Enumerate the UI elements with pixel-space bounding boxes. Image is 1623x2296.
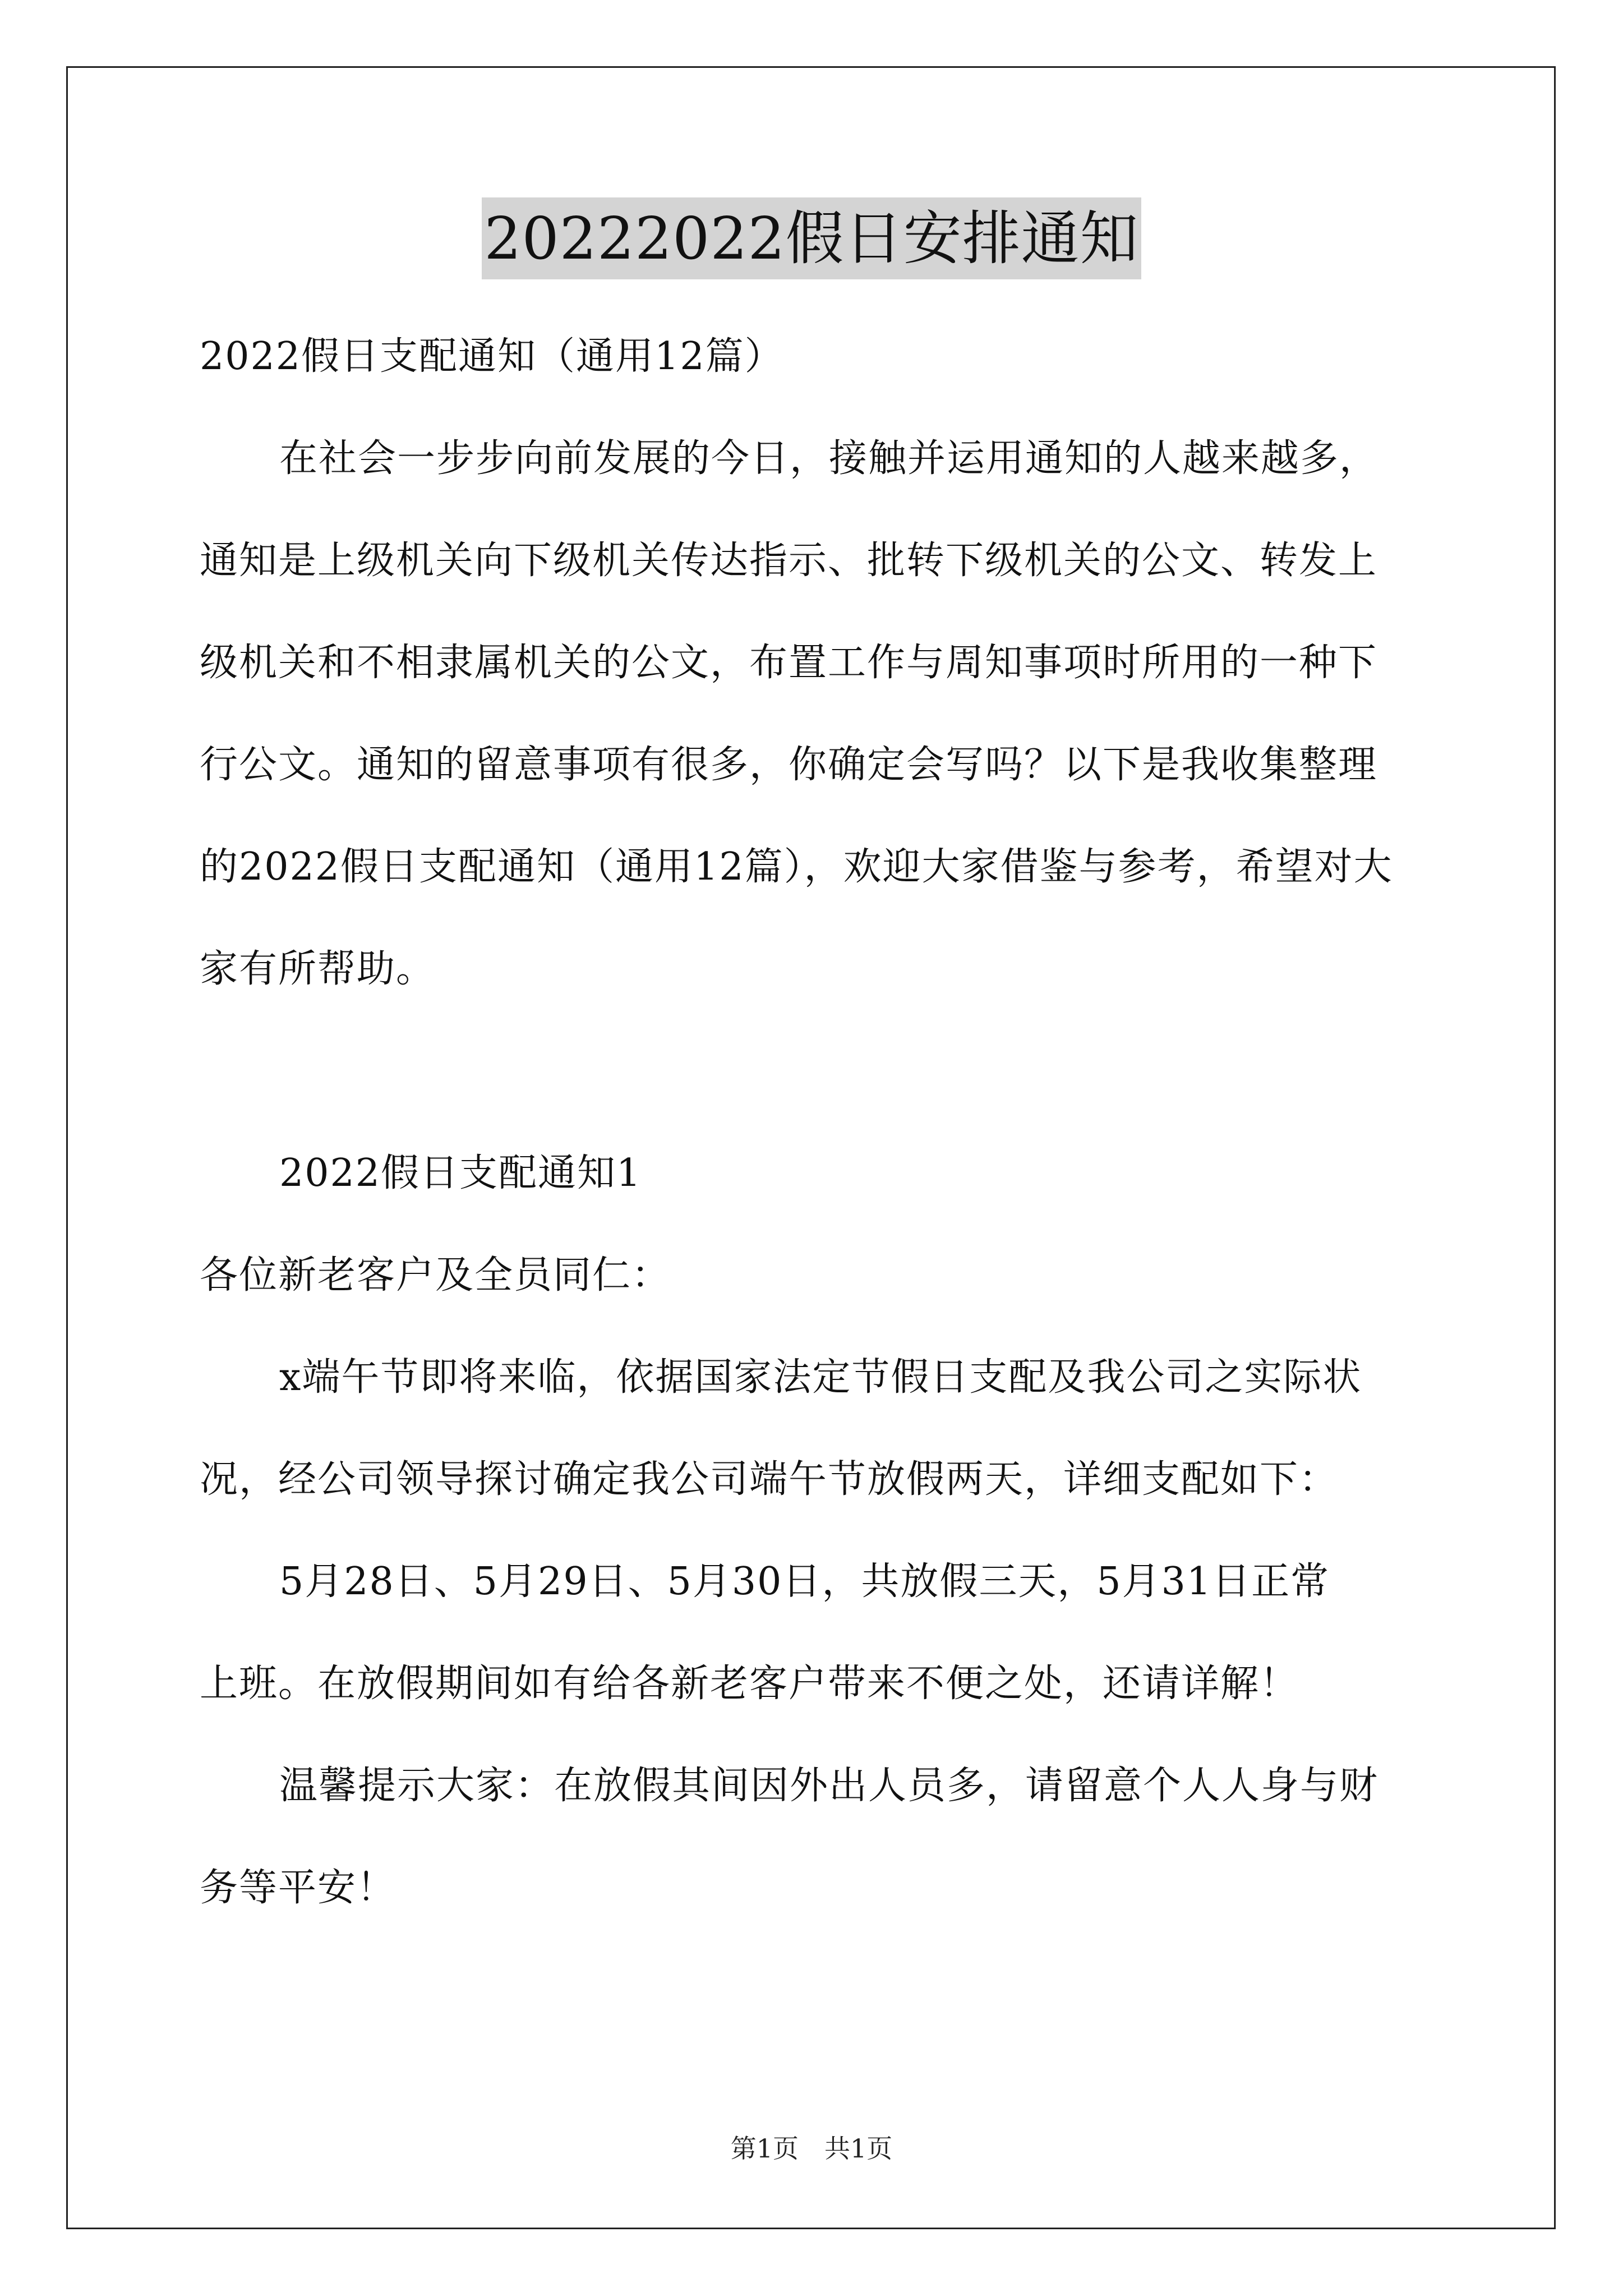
notice-paragraph-line: x端午节即将来临，依据国家法定节假日支配及我公司之实际状: [279, 1355, 1362, 1400]
title-container: [0, 197, 1623, 279]
salutation-line: 各位新老客户及全员同仁：: [200, 1253, 671, 1297]
schedule-paragraph-line: 上班。在放假期间如有给各新老客户带来不便之处，还请详解！: [200, 1662, 1299, 1706]
subtitle-line: 2022假日支配通知（通用12篇）: [200, 334, 784, 379]
intro-paragraph-line: 家有所帮助。: [200, 947, 436, 991]
intro-paragraph-line: 通知是上级机关向下级机关传达指示、批转下级机关的公文、转发上: [200, 539, 1378, 583]
section-heading: 2022假日支配通知1: [279, 1151, 642, 1195]
document-title: 20222022假日安排通知: [482, 197, 1141, 279]
page-footer: 第1页 共1页: [730, 2133, 893, 2164]
intro-paragraph-line: 在社会一步步向前发展的今日，接触并运用通知的人越来越多，: [279, 436, 1379, 481]
schedule-paragraph-line: 5月28日、5月29日、5月30日，共放假三天，5月31日正常: [279, 1559, 1330, 1604]
reminder-paragraph-line: 温馨提示大家：在放假其间因外出人员多，请留意个人人身与财: [279, 1764, 1379, 1808]
notice-paragraph-line: 况，经公司领导探讨确定我公司端午节放假两天，详细支配如下：: [200, 1457, 1339, 1502]
reminder-paragraph-line: 务等平安！: [200, 1866, 396, 1910]
intro-paragraph-line: 行公文。通知的留意事项有很多，你确定会写吗？以下是我收集整理: [200, 743, 1378, 787]
intro-paragraph-line: 级机关和不相隶属机关的公文，布置工作与周知事项时所用的一种下: [200, 641, 1378, 685]
intro-paragraph-line: 的2022假日支配通知（通用12篇），欢迎大家借鉴与参考，希望对大: [200, 845, 1393, 889]
document-body: [200, 306, 1433, 1939]
